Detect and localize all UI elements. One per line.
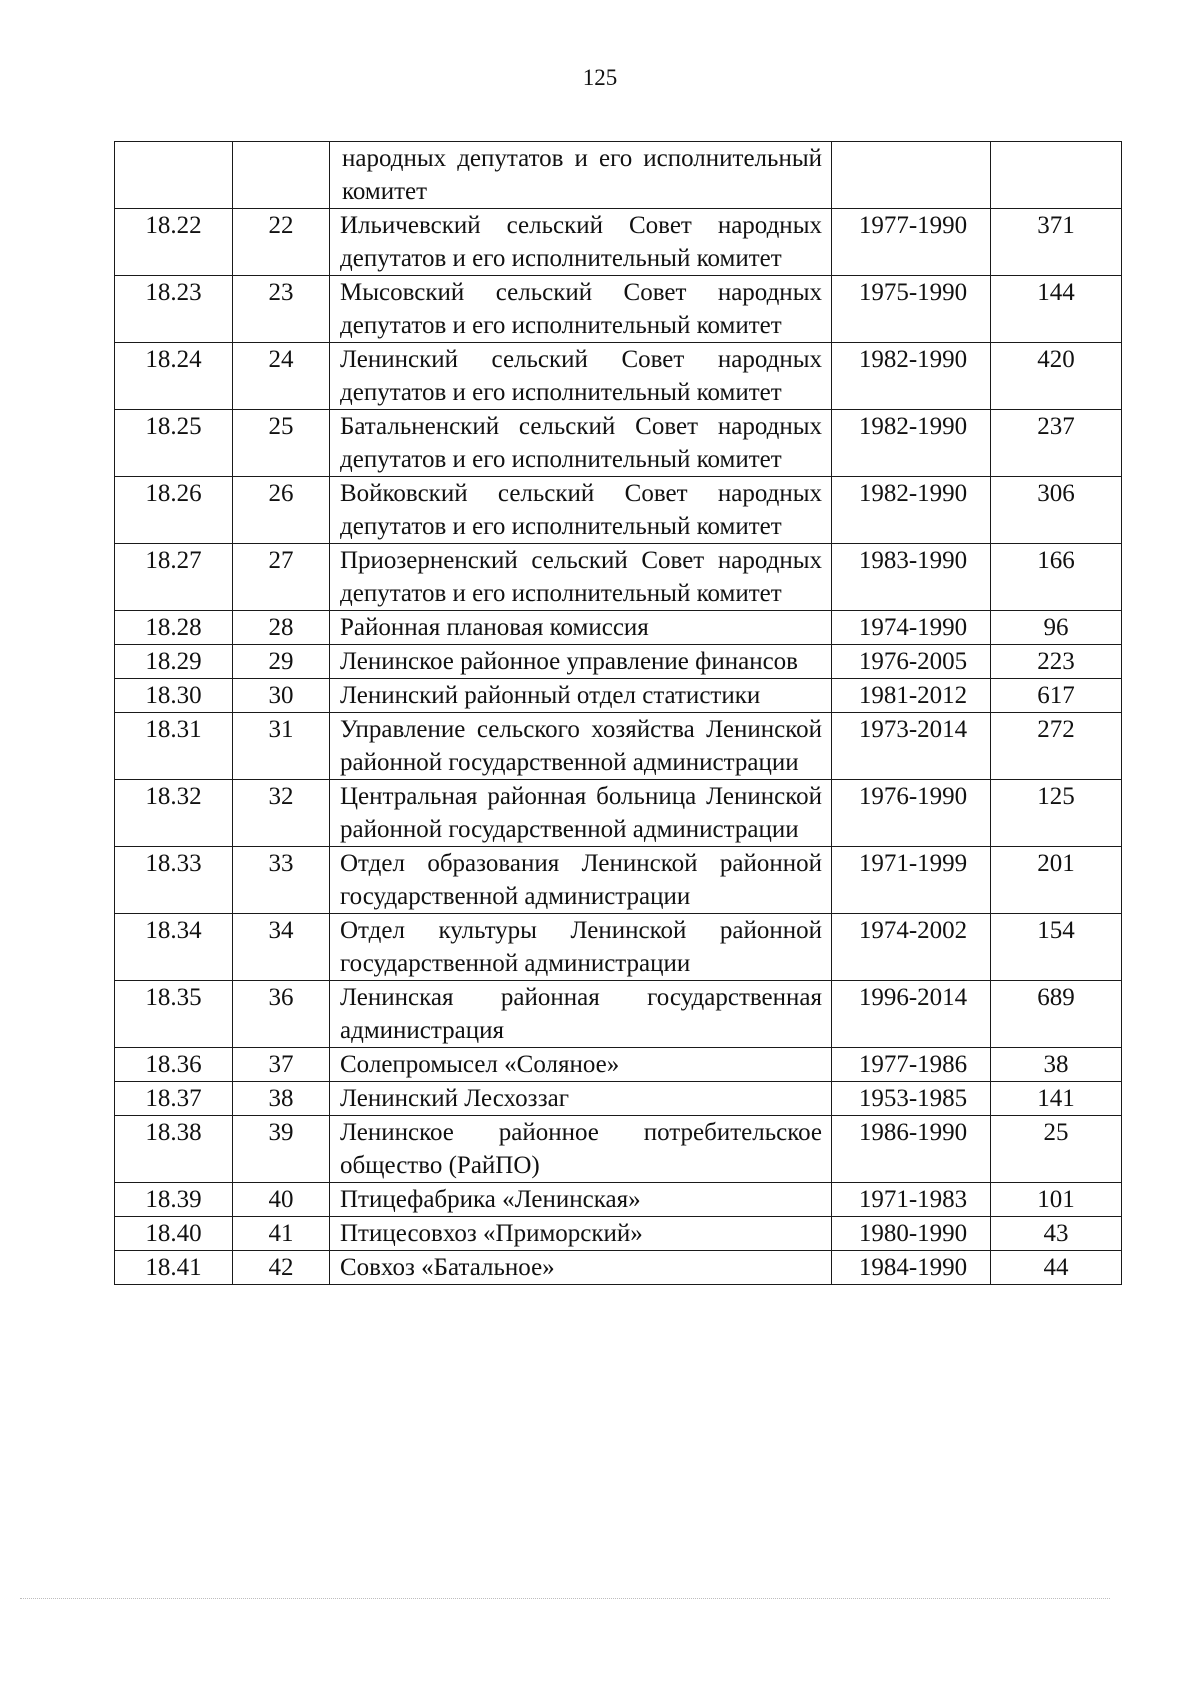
table-row: [115, 981, 1122, 1048]
count-cell: 101: [991, 1183, 1122, 1217]
years-cell: 1986-1990: [832, 1116, 991, 1183]
row-number-cell: 18.31: [115, 713, 233, 780]
fund-name-cell: Районная плановая комиссия: [330, 611, 832, 645]
count-cell: 306: [991, 477, 1122, 544]
years-cell: 1984-1990: [832, 1251, 991, 1285]
fund-name-cell: Ленинское районное потребительское общество (РайПО): [330, 1116, 832, 1183]
count-cell: 201: [991, 847, 1122, 914]
table-row: [115, 611, 1122, 645]
years-cell: 1977-1990: [832, 209, 991, 276]
years-cell: 1980-1990: [832, 1217, 991, 1251]
count-cell: 272: [991, 713, 1122, 780]
fund-name-cell: Батальненский сельский Совет народных депутатов и его исполнительный комитет: [330, 410, 832, 477]
count-cell: 96: [991, 611, 1122, 645]
count-cell: 223: [991, 645, 1122, 679]
years-cell: [832, 142, 991, 209]
years-cell: 1996-2014: [832, 981, 991, 1048]
row-number-cell: 18.34: [115, 914, 233, 981]
years-cell: 1975-1990: [832, 276, 991, 343]
count-cell: 141: [991, 1082, 1122, 1116]
row-number-cell: 18.27: [115, 544, 233, 611]
table-row: [115, 1183, 1122, 1217]
count-cell: 43: [991, 1217, 1122, 1251]
fund-name-cell: Ленинский сельский Совет народных депутатов и его исполнительный комитет: [330, 343, 832, 410]
row-number-cell: 18.36: [115, 1048, 233, 1082]
table-row: [115, 645, 1122, 679]
fund-index-cell: 34: [233, 914, 330, 981]
years-cell: 1973-2014: [832, 713, 991, 780]
table-row: [115, 914, 1122, 981]
count-cell: 689: [991, 981, 1122, 1048]
count-cell: 617: [991, 679, 1122, 713]
row-number-cell: 18.25: [115, 410, 233, 477]
fund-index-cell: 30: [233, 679, 330, 713]
years-cell: 1976-2005: [832, 645, 991, 679]
years-cell: 1982-1990: [832, 410, 991, 477]
row-number-cell: 18.28: [115, 611, 233, 645]
row-number-cell: 18.30: [115, 679, 233, 713]
row-number-cell: 18.26: [115, 477, 233, 544]
years-cell: 1983-1990: [832, 544, 991, 611]
row-number-cell: 18.35: [115, 981, 233, 1048]
fund-name-cell: Птицефабрика «Ленинская»: [330, 1183, 832, 1217]
fund-name-cell: Ленинская районная государственная администрация: [330, 981, 832, 1048]
fund-index-cell: 25: [233, 410, 330, 477]
years-cell: 1974-1990: [832, 611, 991, 645]
years-cell: 1982-1990: [832, 343, 991, 410]
row-number-cell: 18.38: [115, 1116, 233, 1183]
fund-index-cell: 42: [233, 1251, 330, 1285]
table-row: [115, 1251, 1122, 1285]
row-number-cell: 18.22: [115, 209, 233, 276]
row-number-cell: 18.24: [115, 343, 233, 410]
table-row: [115, 679, 1122, 713]
fund-index-cell: 37: [233, 1048, 330, 1082]
fund-name-cell: Приозерненский сельский Совет народных депутатов и его исполнительный комитет: [330, 544, 832, 611]
table-row: [115, 1048, 1122, 1082]
count-cell: 25: [991, 1116, 1122, 1183]
table-row: [115, 410, 1122, 477]
table-row: [115, 477, 1122, 544]
count-cell: [991, 142, 1122, 209]
fund-index-cell: 33: [233, 847, 330, 914]
row-number-cell: [115, 142, 233, 209]
count-cell: 144: [991, 276, 1122, 343]
fund-name-cell: Солепромысел «Соляное»: [330, 1048, 832, 1082]
fund-index-cell: 32: [233, 780, 330, 847]
table-row: [115, 276, 1122, 343]
scan-artifact-line: [20, 1598, 1110, 1599]
years-cell: 1971-1983: [832, 1183, 991, 1217]
years-cell: 1971-1999: [832, 847, 991, 914]
fund-name-cell: Совхоз «Батальное»: [330, 1251, 832, 1285]
fund-index-cell: 24: [233, 343, 330, 410]
row-number-cell: 18.39: [115, 1183, 233, 1217]
fund-index-cell: [233, 142, 330, 209]
years-cell: 1953-1985: [832, 1082, 991, 1116]
fund-name-cell: Мысовский сельский Совет народных депутатов и его исполнительный комитет: [330, 276, 832, 343]
years-cell: 1977-1986: [832, 1048, 991, 1082]
count-cell: 38: [991, 1048, 1122, 1082]
fund-index-cell: 31: [233, 713, 330, 780]
table-row: [115, 544, 1122, 611]
fund-name-cell: Птицесовхоз «Приморский»: [330, 1217, 832, 1251]
count-cell: 420: [991, 343, 1122, 410]
row-number-cell: 18.29: [115, 645, 233, 679]
table-row: [115, 1116, 1122, 1183]
row-number-cell: 18.41: [115, 1251, 233, 1285]
table-row: [115, 780, 1122, 847]
count-cell: 125: [991, 780, 1122, 847]
archive-table-container: [114, 141, 1122, 1285]
count-cell: 166: [991, 544, 1122, 611]
fund-index-cell: 39: [233, 1116, 330, 1183]
table-row: [115, 1217, 1122, 1251]
fund-name-cell: Войковский сельский Совет народных депутатов и его исполнительный комитет: [330, 477, 832, 544]
fund-index-cell: 41: [233, 1217, 330, 1251]
count-cell: 237: [991, 410, 1122, 477]
count-cell: 44: [991, 1251, 1122, 1285]
row-number-cell: 18.32: [115, 780, 233, 847]
years-cell: 1976-1990: [832, 780, 991, 847]
fund-name-cell: Отдел культуры Ленинской районной государственной администрации: [330, 914, 832, 981]
table-row: [115, 209, 1122, 276]
years-cell: 1981-2012: [832, 679, 991, 713]
fund-name-cell: Ленинское районное управление финансов: [330, 645, 832, 679]
fund-name-cell: Ленинский районный отдел статистики: [330, 679, 832, 713]
fund-index-cell: 22: [233, 209, 330, 276]
fund-name-cell: Ильичевский сельский Совет народных депутатов и его исполнительный комитет: [330, 209, 832, 276]
fund-name-cell: Ленинский Лесхоззаг: [330, 1082, 832, 1116]
table-row: [115, 1082, 1122, 1116]
fund-index-cell: 27: [233, 544, 330, 611]
years-cell: 1974-2002: [832, 914, 991, 981]
count-cell: 371: [991, 209, 1122, 276]
row-number-cell: 18.33: [115, 847, 233, 914]
fund-index-cell: 38: [233, 1082, 330, 1116]
fund-index-cell: 36: [233, 981, 330, 1048]
row-number-cell: 18.23: [115, 276, 233, 343]
table-row: [115, 847, 1122, 914]
fund-index-cell: 40: [233, 1183, 330, 1217]
count-cell: 154: [991, 914, 1122, 981]
page-number: 125: [582, 65, 618, 90]
fund-index-cell: 29: [233, 645, 330, 679]
fund-name-cell: Управление сельского хозяйства Ленинской районной государственной администрации: [330, 713, 832, 780]
fund-index-cell: 23: [233, 276, 330, 343]
table-row: [115, 713, 1122, 780]
fund-name-cell: Отдел образования Ленинской районной государственной администрации: [330, 847, 832, 914]
years-cell: 1982-1990: [832, 477, 991, 544]
fund-name-cell: народных депутатов и его исполнительный комитет: [330, 142, 832, 209]
fund-index-cell: 28: [233, 611, 330, 645]
table-row: [115, 343, 1122, 410]
fund-index-cell: 26: [233, 477, 330, 544]
archive-fund-table: [114, 141, 1122, 1285]
table-row: [115, 142, 1122, 209]
fund-name-cell: Центральная районная больница Ленинской районной государственной администрации: [330, 780, 832, 847]
row-number-cell: 18.40: [115, 1217, 233, 1251]
row-number-cell: 18.37: [115, 1082, 233, 1116]
